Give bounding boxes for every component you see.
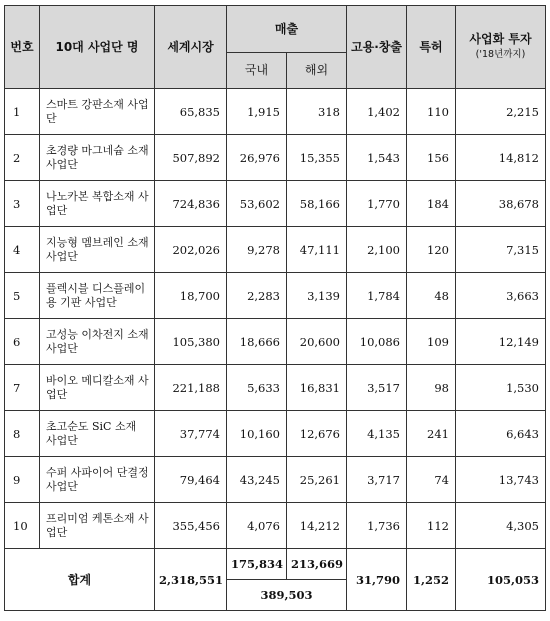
- row-invest: 38,678: [456, 181, 546, 227]
- row-patent: 110: [407, 89, 456, 135]
- row-no: 10: [5, 503, 40, 549]
- header-team: 10대 사업단 명: [40, 6, 155, 89]
- row-overseas: 14,212: [287, 503, 347, 549]
- row-jobs: 1,736: [347, 503, 407, 549]
- row-domestic: 10,160: [227, 411, 287, 457]
- row-no: 6: [5, 319, 40, 365]
- row-patent: 241: [407, 411, 456, 457]
- row-world: 37,774: [155, 411, 227, 457]
- row-name: 바이오 메디칼소재 사업단: [40, 365, 155, 411]
- row-name: 고성능 이차전지 소재 사업단: [40, 319, 155, 365]
- row-world: 202,026: [155, 227, 227, 273]
- table-row: [5, 227, 546, 273]
- total-jobs: 31,790: [347, 549, 407, 611]
- row-overseas: 3,139: [287, 273, 347, 319]
- header-investment: [456, 6, 546, 89]
- row-name: 프리미엄 케톤소재 사업단: [40, 503, 155, 549]
- row-patent: 112: [407, 503, 456, 549]
- row-no: 3: [5, 181, 40, 227]
- row-domestic: 2,283: [227, 273, 287, 319]
- row-no: 5: [5, 273, 40, 319]
- table-row: [5, 273, 546, 319]
- row-jobs: 1,770: [347, 181, 407, 227]
- row-patent: 74: [407, 457, 456, 503]
- row-overseas: 15,355: [287, 135, 347, 181]
- row-domestic: 43,245: [227, 457, 287, 503]
- total-sales-sum: 389,503: [227, 580, 347, 611]
- row-overseas: 58,166: [287, 181, 347, 227]
- row-overseas: 318: [287, 89, 347, 135]
- row-world: 507,892: [155, 135, 227, 181]
- row-name: 스마트 강판소재 사업단: [40, 89, 155, 135]
- header-world-market: 세계시장: [155, 6, 227, 89]
- row-name: 지능형 멤브레인 소재 사업단: [40, 227, 155, 273]
- row-jobs: 1,543: [347, 135, 407, 181]
- row-patent: 184: [407, 181, 456, 227]
- total-patent: 1,252: [407, 549, 456, 611]
- row-no: 1: [5, 89, 40, 135]
- row-world: 355,456: [155, 503, 227, 549]
- total-row: [5, 549, 546, 580]
- row-invest: 1,530: [456, 365, 546, 411]
- row-domestic: 53,602: [227, 181, 287, 227]
- table-row: [5, 457, 546, 503]
- row-world: 65,835: [155, 89, 227, 135]
- row-world: 105,380: [155, 319, 227, 365]
- row-domestic: 4,076: [227, 503, 287, 549]
- total-label: 합계: [5, 549, 155, 611]
- row-invest: 3,663: [456, 273, 546, 319]
- row-jobs: 3,717: [347, 457, 407, 503]
- row-world: 724,836: [155, 181, 227, 227]
- row-patent: 98: [407, 365, 456, 411]
- row-domestic: 9,278: [227, 227, 287, 273]
- header-investment-label: 사업화 투자: [469, 32, 532, 46]
- row-no: 2: [5, 135, 40, 181]
- header-jobs: 고용·창출: [347, 6, 407, 89]
- row-domestic: 18,666: [227, 319, 287, 365]
- row-jobs: 10,086: [347, 319, 407, 365]
- total-world: 2,318,551: [155, 549, 227, 611]
- row-domestic: 1,915: [227, 89, 287, 135]
- row-no: 7: [5, 365, 40, 411]
- table-row: [5, 181, 546, 227]
- table-row: [5, 135, 546, 181]
- table-row: [5, 365, 546, 411]
- row-invest: 13,743: [456, 457, 546, 503]
- business-unit-table: [4, 5, 546, 611]
- header-overseas: 해외: [287, 53, 347, 89]
- row-patent: 109: [407, 319, 456, 365]
- row-jobs: 1,402: [347, 89, 407, 135]
- row-invest: 6,643: [456, 411, 546, 457]
- row-jobs: 3,517: [347, 365, 407, 411]
- row-invest: 14,812: [456, 135, 546, 181]
- row-jobs: 2,100: [347, 227, 407, 273]
- header-no: 번호: [5, 6, 40, 89]
- row-name: 초경량 마그네슘 소재 사업단: [40, 135, 155, 181]
- header-investment-note: ('18년까지): [475, 49, 526, 60]
- row-jobs: 4,135: [347, 411, 407, 457]
- header-patent: 특허: [407, 6, 456, 89]
- total-domestic: 175,834: [227, 549, 287, 580]
- row-patent: 48: [407, 273, 456, 319]
- row-overseas: 25,261: [287, 457, 347, 503]
- header-domestic: 국내: [227, 53, 287, 89]
- row-domestic: 5,633: [227, 365, 287, 411]
- table-row: [5, 411, 546, 457]
- row-invest: 2,215: [456, 89, 546, 135]
- row-invest: 12,149: [456, 319, 546, 365]
- row-overseas: 47,111: [287, 227, 347, 273]
- row-overseas: 16,831: [287, 365, 347, 411]
- row-invest: 7,315: [456, 227, 546, 273]
- header-sales: 매출: [227, 6, 347, 53]
- row-overseas: 12,676: [287, 411, 347, 457]
- row-world: 221,188: [155, 365, 227, 411]
- total-invest: 105,053: [456, 549, 546, 611]
- row-overseas: 20,600: [287, 319, 347, 365]
- table-row: [5, 89, 546, 135]
- row-name: 나노카본 복합소재 사업단: [40, 181, 155, 227]
- row-no: 4: [5, 227, 40, 273]
- row-no: 9: [5, 457, 40, 503]
- row-patent: 156: [407, 135, 456, 181]
- row-domestic: 26,976: [227, 135, 287, 181]
- row-world: 79,464: [155, 457, 227, 503]
- table-row: [5, 319, 546, 365]
- table-row: [5, 503, 546, 549]
- row-name: 초고순도 SiC 소재 사업단: [40, 411, 155, 457]
- total-overseas: 213,669: [287, 549, 347, 580]
- row-patent: 120: [407, 227, 456, 273]
- row-name: 플렉시블 디스플레이용 기판 사업단: [40, 273, 155, 319]
- row-jobs: 1,784: [347, 273, 407, 319]
- row-invest: 4,305: [456, 503, 546, 549]
- row-name: 수퍼 사파이어 단결정 사업단: [40, 457, 155, 503]
- row-no: 8: [5, 411, 40, 457]
- row-world: 18,700: [155, 273, 227, 319]
